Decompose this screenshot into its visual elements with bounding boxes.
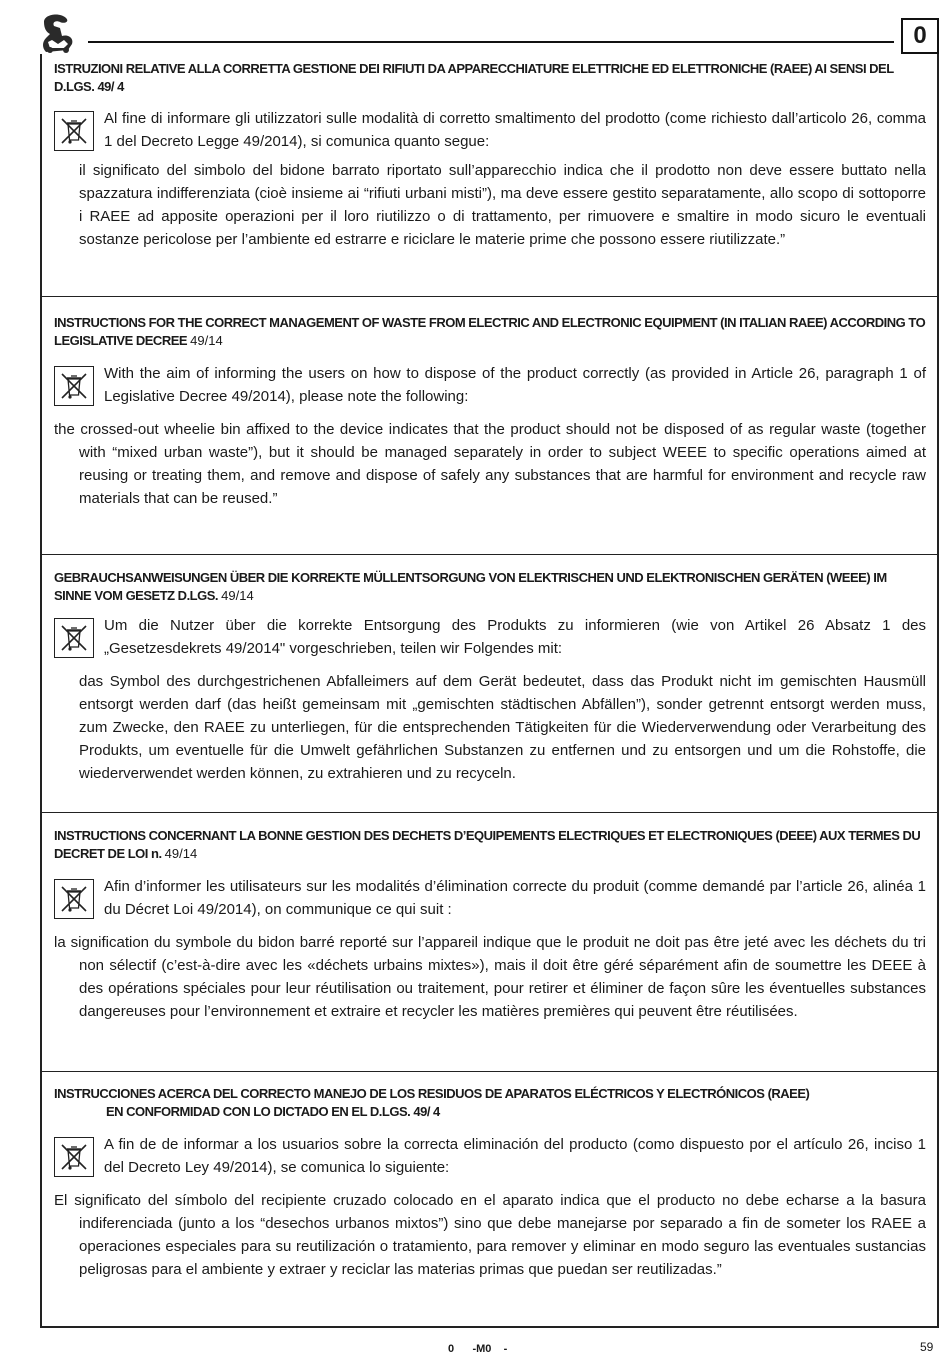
intro-paragraph: A fin de de informar a los usuarios sobre la correcta eliminación del producto (como dispuesto por el artículo 26, inciso 1 del Decreto Ley 49/2014), se comunica lo siguiente: (104, 1136, 926, 1176)
section-title: ISTRUZIONI RELATIVE ALLA CORRETTA GESTIONE DEI RIFIUTI DA APPARECCHIATURE ELETTRICHE ED ELETTRONICHE (RAEE) AI SENSI DEL D.LGS. 49/ 4 (54, 61, 894, 94)
header-rule (88, 41, 894, 43)
intro-paragraph: Um die Nutzer über die korrekte Entsorgung des Produkts zu informieren (wie von Artikel 26 Absatz 1 des „Gesetzesdekrets 49/2014" vorgeschrieben, teilen wir Folgendes mit: (104, 617, 926, 657)
body-paragraph: la signification du symbole du bidon barré reporté sur l’appareil indique que le produit ne doit pas être jeté avec les déchets du tri non sélectif (c’est-à-dire avec les «déchets urbains mixtes»), mais il doit être géré séparément afin de soumettre les DEEE à des opérations spéciales pour leur réutilisation ou traitement, pour retirer et éliminer de façon sûre les éventuelles substances dangereuses pour l’environnement et extraire et recycler les matières premières qui peuvent être réutilisées. (54, 934, 926, 1020)
intro-paragraph: Al fine di informare gli utilizzatori sulle modalità di corretto smaltimento del prodotto (come richiesto dall’articolo 26, comma 1 del Decreto Legge 49/2014), si comunica quanto segue: (104, 110, 926, 150)
crossed-bin-icon (54, 111, 94, 151)
brand-logo (38, 12, 78, 56)
crossed-bin-icon (54, 1137, 94, 1177)
section-spanish (54, 1085, 926, 1281)
document-code: 0 -M0 - (448, 1343, 508, 1355)
chapter-number-box: 0 (901, 18, 939, 54)
crossed-bin-icon (54, 618, 94, 658)
body-paragraph: das Symbol des durchgestrichenen Abfalleimers auf dem Gerät bedeutet, dass das Produkt nicht im gemischten Hausmüll entsorgt werden darf (das heißt gemeinsam mit „gemischten städtischen Abfällen”), sonder getrennt entsorgt werden muss, zum Zwecke, den RAEE zu unterliegen, für die entsprechenden Tätigkeiten für die Wiederverwendung oder Verarbeitung des Produkts, um eventuelle für die Umwelt gefährlichen Substanzen zu entfernen und zu entsorgen und um die Rohstoffe, die wiederverwendet werden können, zu extrahieren und zu recyceln. (79, 673, 926, 782)
section-divider (40, 554, 939, 555)
crossed-bin-icon (54, 879, 94, 919)
section-title: INSTRUCTIONS FOR THE CORRECT MANAGEMENT OF WASTE FROM ELECTRIC AND ELECTRONIC EQUIPMENT (IN ITALIAN RAEE) ACCORDING TO LEGISLATIVE DECREE 49/14 (54, 315, 926, 348)
intro-paragraph: With the aim of informing the users on how to dispose of the product correctly (as provided in Article 26, paragraph 1 of Legislative Decree 49/2014), please note the following: (104, 365, 926, 405)
body-paragraph: il significato del simbolo del bidone barrato riportato sull’apparecchio indica che il prodotto non deve essere buttato nella spazzatura indifferenziata (cioè insieme ai “rifiuti urbani misti”), ma deve essere gestito separatamente, allo scopo di sottoporre i RAEE ad apposite operazioni per il loro riutilizzo o di trattamento, per rimuovere e smaltire in modo sicuro le eventuali sostanze pericolose per l’ambiente ed estrarre e riciclare le materie prime che possono essere riutilizzate.” (79, 162, 926, 248)
section-divider (40, 812, 939, 813)
intro-paragraph: Afin d’informer les utilisateurs sur les modalités d’élimination correcte du produit (comme demandé par l’article 26, alinéa 1 du Décret Loi 49/2014), on communique ce qui suit : (104, 878, 926, 918)
crossed-bin-icon (54, 366, 94, 406)
body-paragraph: the crossed-out wheelie bin affixed to the device indicates that the product should not be disposed of as regular waste (together with “mixed urban waste”), but it should be managed separately in order to subject WEEE to specific operations aimed at reusing or treating them, and remove and dispose of safely any substances that are harmful for environment and recycle raw materials that can be reused.” (54, 421, 926, 507)
section-title: INSTRUCCIONES ACERCA DEL CORRECTO MANEJO DE LOS RESIDUOS DE APARATOS ELÉCTRICOS Y ELECTRÓNICOS (RAEE) EN CONFORMIDAD CON LO DICTADO EN EL D.LGS. 49/ 4 (54, 1086, 810, 1119)
section-divider (40, 1071, 939, 1072)
section-divider (40, 296, 939, 297)
section-title: INSTRUCTIONS CONCERNANT LA BONNE GESTION DES DECHETS D’EQUIPEMENTS ELECTRIQUES ET ELECTRONIQUES (DEEE) AUX TERMES DU DECRET DE LOI n. 49/14 (54, 828, 921, 861)
page-number: 59 (920, 1340, 934, 1354)
section-german (54, 569, 926, 785)
section-french (54, 827, 926, 1023)
section-english (54, 314, 926, 510)
body-paragraph: El significato del símbolo del recipiente cruzado colocado en el aparato indica que el producto no debe echarse a la basura indiferenciada (junto a los “desechos urbanos mixtos”) sino que debe manejarse por separado a fin de someter los RAEE a operaciones especiales para su reutilización o tratamiento, para remover y eliminar en modo seguro las eventuales sustancias peligrosas para el ambiente y extraer y reciclar las materias primas que puedan ser reutilizadas.” (54, 1192, 926, 1278)
section-italian (54, 60, 926, 251)
section-title: GEBRAUCHSANWEISUNGEN ÜBER DIE KORREKTE MÜLLENTSORGUNG VON ELEKTRISCHEN UND ELEKTRONISCHEN GERÄTEN (WEEE) IM SINNE VOM GESETZ D.LGS. 49/14 (54, 570, 887, 603)
